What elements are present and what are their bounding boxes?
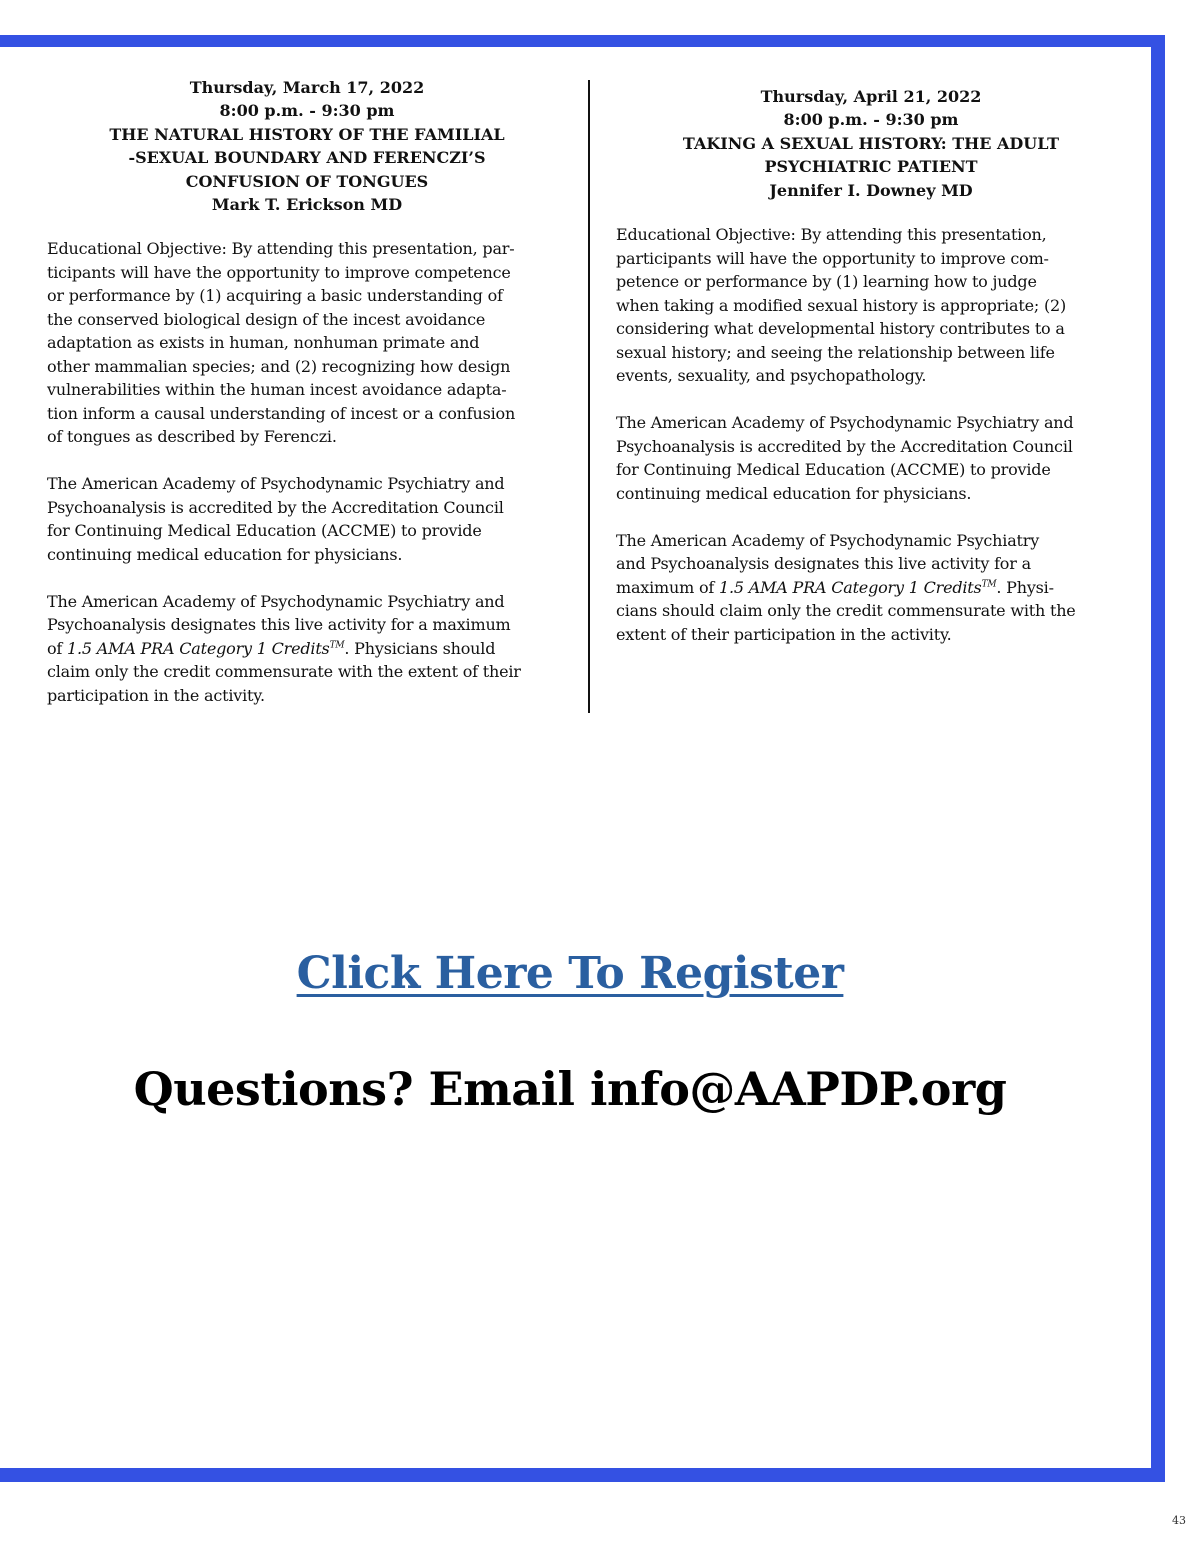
right-event-date: Thursday, April 21, 2022 [760,87,982,106]
column-divider [588,80,590,713]
left-event-date: Thursday, March 17, 2022 [189,78,425,97]
right-event-header [616,85,1126,202]
right-event-accreditation: The American Academy of Psychodynamic Psychiatry and Psychoanalysis is accredited by the Accreditation Council for Continuing Medical Education (ACCME) to provide continuing medical education for physicians. [616,413,1074,503]
left-event-column [47,76,567,707]
right-event-title: TAKING A SEXUAL HISTORY: THE ADULT PSYCHIATRIC PATIENT [682,133,1060,177]
left-designation-tm: TM [329,640,345,651]
left-designation-credits: 1.5 AMA PRA Category 1 Credits [67,638,330,658]
left-event-time: 8:00 p.m. - 9:30 pm [219,101,395,121]
right-event-objective: Educational Objective: By attending this presentation, participants will have the opportunity to improve com- petence or performance by (1) learning how to judge when taking a modified sexual history is appropriate; (2) considering what developmental history contributes to a sexual history; and seeing the relationship between life events, sexuality, and psychopathology. [616,225,1067,386]
right-designation-pre: The American Academy of Psychodynamic Psychiatry and Psychoanalysis designates this live activity for a maximum of [616,530,1040,597]
questions-email-line: Questions? Email info@AAPDP.org [133,1062,1007,1116]
frame-bottom-border [0,1468,1165,1482]
left-designation-post: . Physicians should claim only the credit commensurate with the extent of their participation in the activity. [47,638,521,705]
right-event-designation [616,529,1126,647]
frame-right-border [1151,35,1165,1482]
right-designation-credits: 1.5 AMA PRA Category 1 Credits [719,577,982,597]
left-event-speaker: Mark T. Erickson MD [211,195,403,215]
left-designation-pre: The American Academy of Psychodynamic Psychiatry and Psychoanalysis designates this live activity for a maximum of [47,591,511,658]
left-event-title: THE NATURAL HISTORY OF THE FAMILIAL -SEXUAL BOUNDARY AND FERENCZI’S CONFUSION OF TONGUES [109,124,505,191]
right-event-time: 8:00 p.m. - 9:30 pm [783,110,959,130]
frame-top-border [0,35,1165,47]
register-link[interactable]: Click Here To Register [296,948,844,999]
right-designation-tm: TM [981,579,997,590]
left-event-designation [47,590,567,708]
left-event-accreditation: The American Academy of Psychodynamic Psychiatry and Psychoanalysis is accredited by the Accreditation Council for Continuing Medical Education (ACCME) to provide continuing medical education for physicians. [47,474,505,564]
right-event-speaker: Jennifer I. Downey MD [769,180,973,200]
page-number: 43 [1172,1514,1186,1527]
right-event-column [616,85,1126,646]
right-designation-post: . Physi- cians should claim only the credit commensurate with the extent of their participation in the activity. [616,577,1076,644]
left-event-header [47,76,567,216]
left-event-objective: Educational Objective: By attending this presentation, par- ticipants will have the opportunity to improve competence or performance by (1) acquiring a basic understanding of the conserved biological design of the incest avoidance adaptation as exists in human, nonhuman primate and other mammalian species; and (2) recognizing how design vulnerabilities within the human incest avoidance adapta- tion inform a causal understanding of incest or a confusion of tongues as described by Ferenczi. [47,239,516,447]
